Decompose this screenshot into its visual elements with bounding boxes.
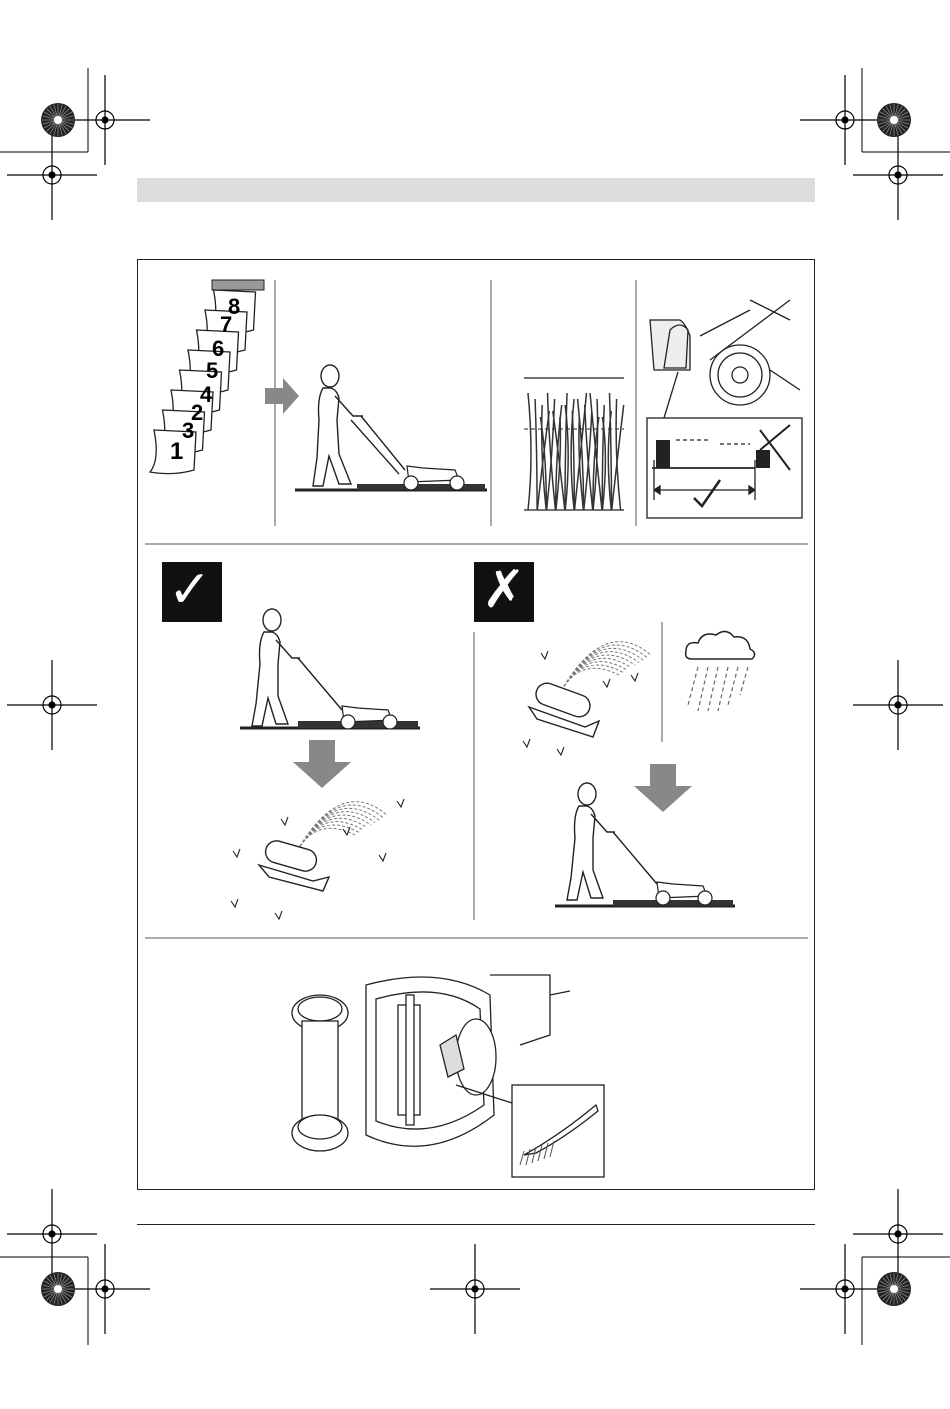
person-mowing-wrong-illustration bbox=[553, 780, 753, 910]
calendar-number-4: 4 bbox=[200, 382, 213, 407]
check-icon: ✓ bbox=[168, 560, 212, 620]
mower-underside-illustration bbox=[280, 965, 620, 1185]
sprinkler-correct-illustration bbox=[225, 795, 425, 925]
calendar-number-3: 3 bbox=[182, 418, 195, 443]
calendar-number-1: 1 bbox=[170, 438, 184, 465]
sprinkler-wrong-illustration bbox=[515, 625, 665, 765]
calendar-number-5: 5 bbox=[206, 358, 219, 383]
header-bar bbox=[137, 178, 815, 202]
calendar-number-layer bbox=[140, 270, 280, 500]
person-mowing-illustration bbox=[295, 358, 495, 498]
calendar-number-6: 6 bbox=[212, 336, 225, 361]
rain-cloud-icon bbox=[668, 625, 768, 715]
calendar-number-2: 2 bbox=[191, 400, 204, 425]
correct-badge bbox=[162, 562, 222, 622]
arrow-down-icon bbox=[293, 740, 353, 790]
grass-height-illustration bbox=[520, 375, 630, 515]
calendar-number-7: 7 bbox=[220, 312, 233, 337]
wrong-badge bbox=[474, 562, 534, 622]
calendar-number-8: 8 bbox=[228, 294, 241, 319]
cross-icon: ✗ bbox=[482, 560, 526, 620]
cutting-height-illustration bbox=[640, 280, 810, 530]
person-mowing-correct-illustration bbox=[238, 606, 438, 736]
footer-rule bbox=[137, 1224, 815, 1225]
